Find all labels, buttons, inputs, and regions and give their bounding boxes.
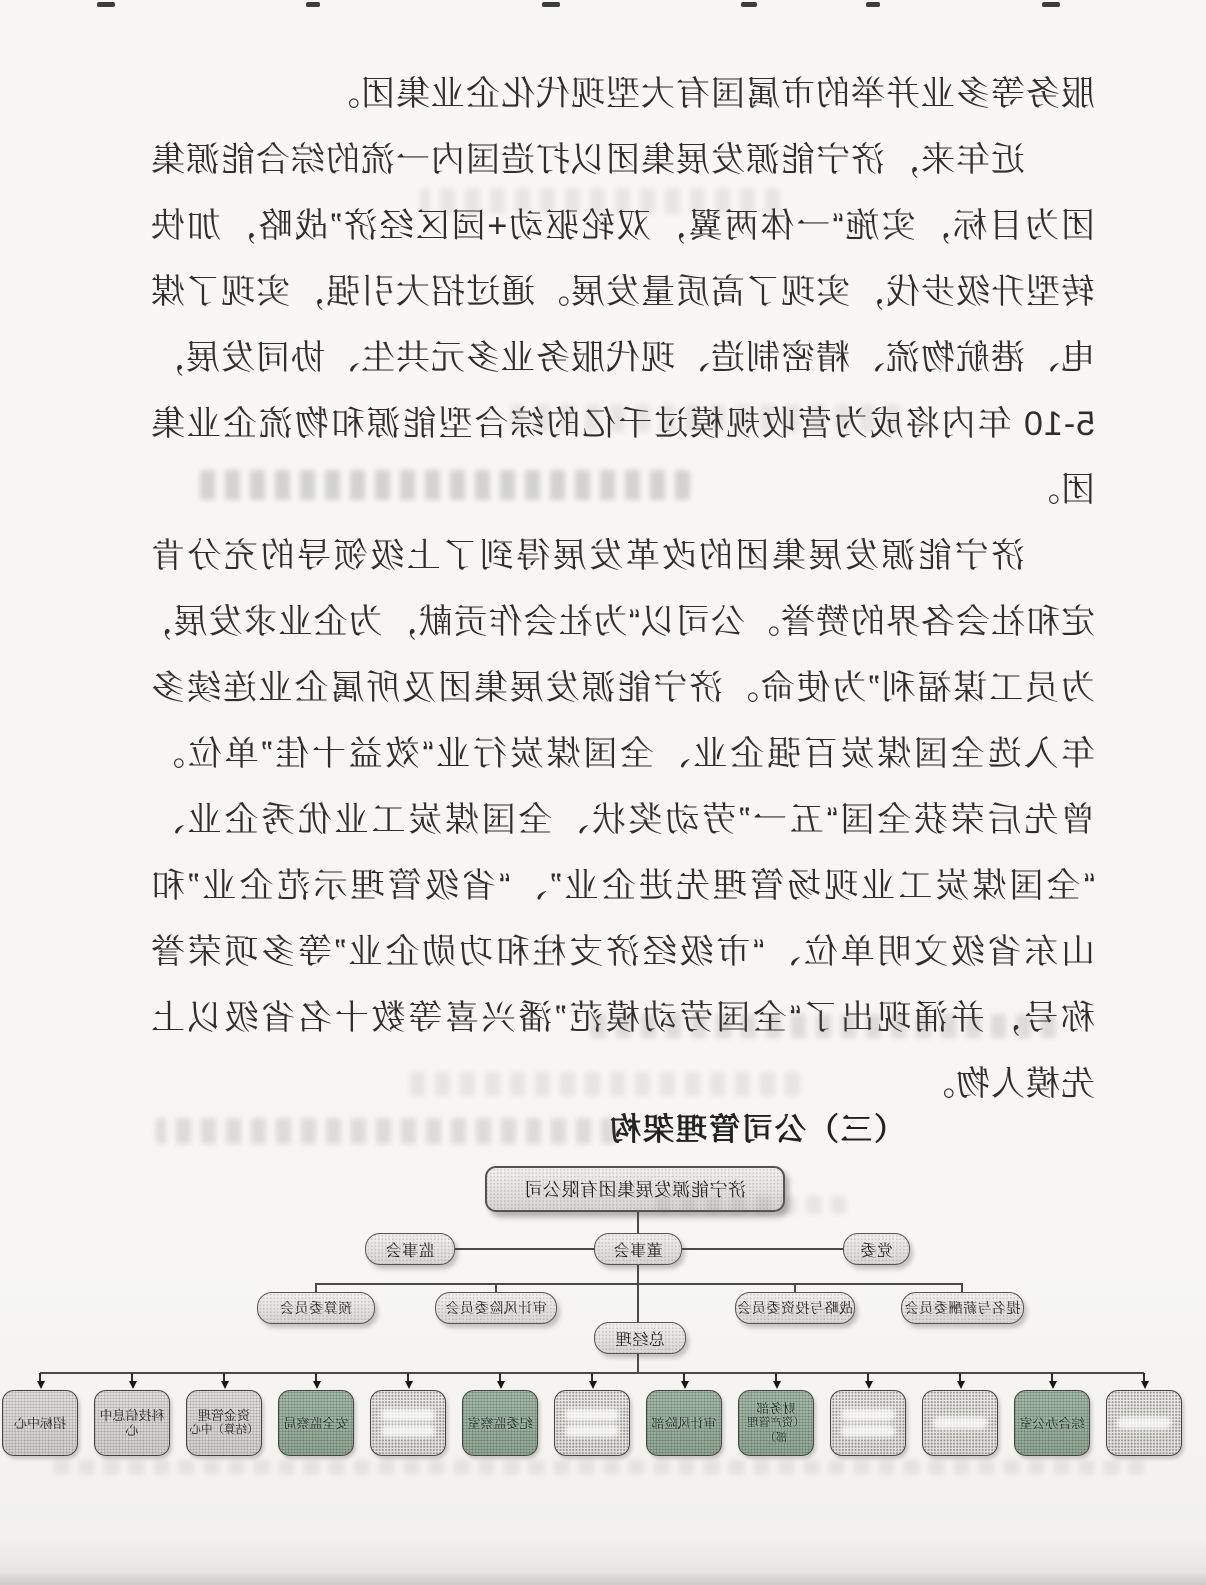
body-line: 团为目标，实施“一体两翼，双轮驱动+园区经济”战略，加快 <box>150 207 1095 245</box>
bleedthrough-ghost <box>586 1014 1056 1038</box>
body-line: 团。 <box>1025 471 1095 509</box>
body-line: 山东省级文明单位、“市级经济支柱和功勋企业”等多项荣誉 <box>150 933 1095 971</box>
body-line: 定和社会各界的赞誉。公司以“为社会作贡献，为企业求发展， <box>137 603 1095 641</box>
scan-artifact <box>1042 2 1060 7</box>
dept-box-illegible <box>1106 1390 1182 1456</box>
dept-box-safety-supervision: 安全监察局 <box>278 1390 354 1456</box>
connector-line <box>682 1248 843 1250</box>
connector-line <box>637 1354 639 1373</box>
org-box-board: 董事会 <box>594 1233 682 1265</box>
org-box-party-committee: 党委 <box>843 1233 910 1265</box>
bleedthrough-ghost <box>156 1118 616 1144</box>
body-line: 5-10 年内将成为营收规模过千亿的综合型能源和物流企业集 <box>150 405 1095 443</box>
illegible-text-smudge <box>933 1417 987 1429</box>
body-line: 服务等多业并举的市属国有大型现代化企业集团。 <box>325 75 1095 113</box>
scan-artifact <box>306 2 320 7</box>
body-line: “全国煤炭工业现场管理先进企业”、“省级管理示范企业”和 <box>150 867 1095 905</box>
arrow-down-icon <box>957 1381 965 1389</box>
org-box-committee-strategy: 战略与投资委员会 <box>735 1292 855 1324</box>
bleedthrough-ghost <box>420 188 780 214</box>
arrow-down-icon <box>1141 1381 1149 1389</box>
org-box-company-root: 济宁能源发展集团有限公司 <box>485 1166 785 1212</box>
bleedthrough-ghost <box>200 470 690 500</box>
org-box-general-manager: 总经理 <box>594 1322 686 1354</box>
illegible-text-smudge <box>841 1409 895 1421</box>
body-line: 近年来，济宁能源发展集团以打造国内一流的综合能源集 <box>150 141 1025 179</box>
dept-box-discipline-inspection: 纪委监察室 <box>462 1390 538 1456</box>
dept-box-illegible <box>370 1390 446 1456</box>
dept-box-audit-risk: 审计风险部 <box>646 1390 722 1456</box>
illegible-text-smudge <box>381 1409 435 1421</box>
arrow-down-icon <box>1049 1381 1057 1389</box>
bleedthrough-ghost <box>44 1460 1144 1474</box>
connector-line <box>495 1283 497 1292</box>
arrow-down-icon <box>865 1381 873 1389</box>
illegible-text-smudge <box>1117 1417 1171 1429</box>
dept-box-it-center: 科技信息中心 <box>94 1390 170 1456</box>
illegible-text-smudge <box>565 1425 619 1437</box>
arrow-down-icon <box>37 1381 45 1389</box>
body-line: 称号，并涌现出了“全国劳动模范”潘兴喜等数十名省级以上 <box>150 999 1095 1037</box>
body-line: 电、港航物流、精密制造、现代服务业多元共生、协同发展， <box>150 339 1095 377</box>
scan-artifact <box>866 2 880 7</box>
scan-bottom-shadow <box>0 1572 1206 1585</box>
illegible-text-smudge <box>841 1425 895 1437</box>
body-line: 曾先后荣获全国“五一”劳动奖状、全国煤炭工业优秀企业、 <box>150 801 1095 839</box>
body-line: 转型升级步伐，实现了高质量发展。通过招大引强，实现了煤 <box>150 273 1095 311</box>
connector-line <box>794 1283 796 1292</box>
dept-box-illegible <box>922 1390 998 1456</box>
connector-line <box>637 1212 639 1234</box>
arrow-down-icon <box>405 1381 413 1389</box>
org-box-committee-budget: 预算委员会 <box>257 1292 375 1324</box>
bleedthrough-ghost <box>400 1072 800 1096</box>
scan-artifact <box>741 2 757 7</box>
illegible-text-smudge <box>381 1425 435 1437</box>
arrow-down-icon <box>497 1381 505 1389</box>
arrow-down-icon <box>129 1381 137 1389</box>
connector-line <box>961 1283 963 1292</box>
bleedthrough-ghost <box>646 1196 846 1214</box>
dept-box-general-office: 综合办公室 <box>1014 1390 1090 1456</box>
connector-line <box>315 1283 317 1292</box>
dept-box-illegible <box>830 1390 906 1456</box>
connector-line <box>455 1248 594 1250</box>
org-box-supervisory-board: 监事会 <box>365 1233 455 1265</box>
body-line: 先模人物。 <box>920 1065 1095 1103</box>
org-box-committee-nomination: 提名与薪酬委员会 <box>901 1292 1024 1324</box>
dept-box-illegible <box>554 1390 630 1456</box>
arrow-down-icon <box>313 1381 321 1389</box>
body-line: 为员工谋福利”为使命。济宁能源发展集团及所属企业连续多 <box>150 669 1095 707</box>
dept-box-finance: 财务部 （资产管理部） <box>738 1390 814 1456</box>
connector-line <box>315 1283 963 1285</box>
arrow-down-icon <box>681 1381 689 1389</box>
arrow-down-icon <box>221 1381 229 1389</box>
body-line: 年入选全国煤炭百强企业、全国煤炭行业“效益十佳”单位。 <box>150 735 1095 773</box>
dept-box-fund-settlement-center: 资金管理 （结算）中心 <box>186 1390 262 1456</box>
body-line: 济宁能源发展集团的改革发展得到了上级领导的充分肯 <box>150 537 1025 575</box>
scan-artifact <box>542 2 560 7</box>
arrow-down-icon <box>589 1381 597 1389</box>
arrow-down-icon <box>773 1381 781 1389</box>
org-box-committee-audit-risk: 审计风险委员会 <box>435 1292 557 1324</box>
connector-line <box>637 1265 639 1322</box>
dept-box-bidding-center: 招标中心 <box>2 1390 78 1456</box>
bleedthrough-ghost <box>510 404 900 432</box>
illegible-text-smudge <box>565 1409 619 1421</box>
scan-artifact <box>97 2 115 7</box>
section-heading: （三）公司管理架构 <box>608 1112 905 1147</box>
